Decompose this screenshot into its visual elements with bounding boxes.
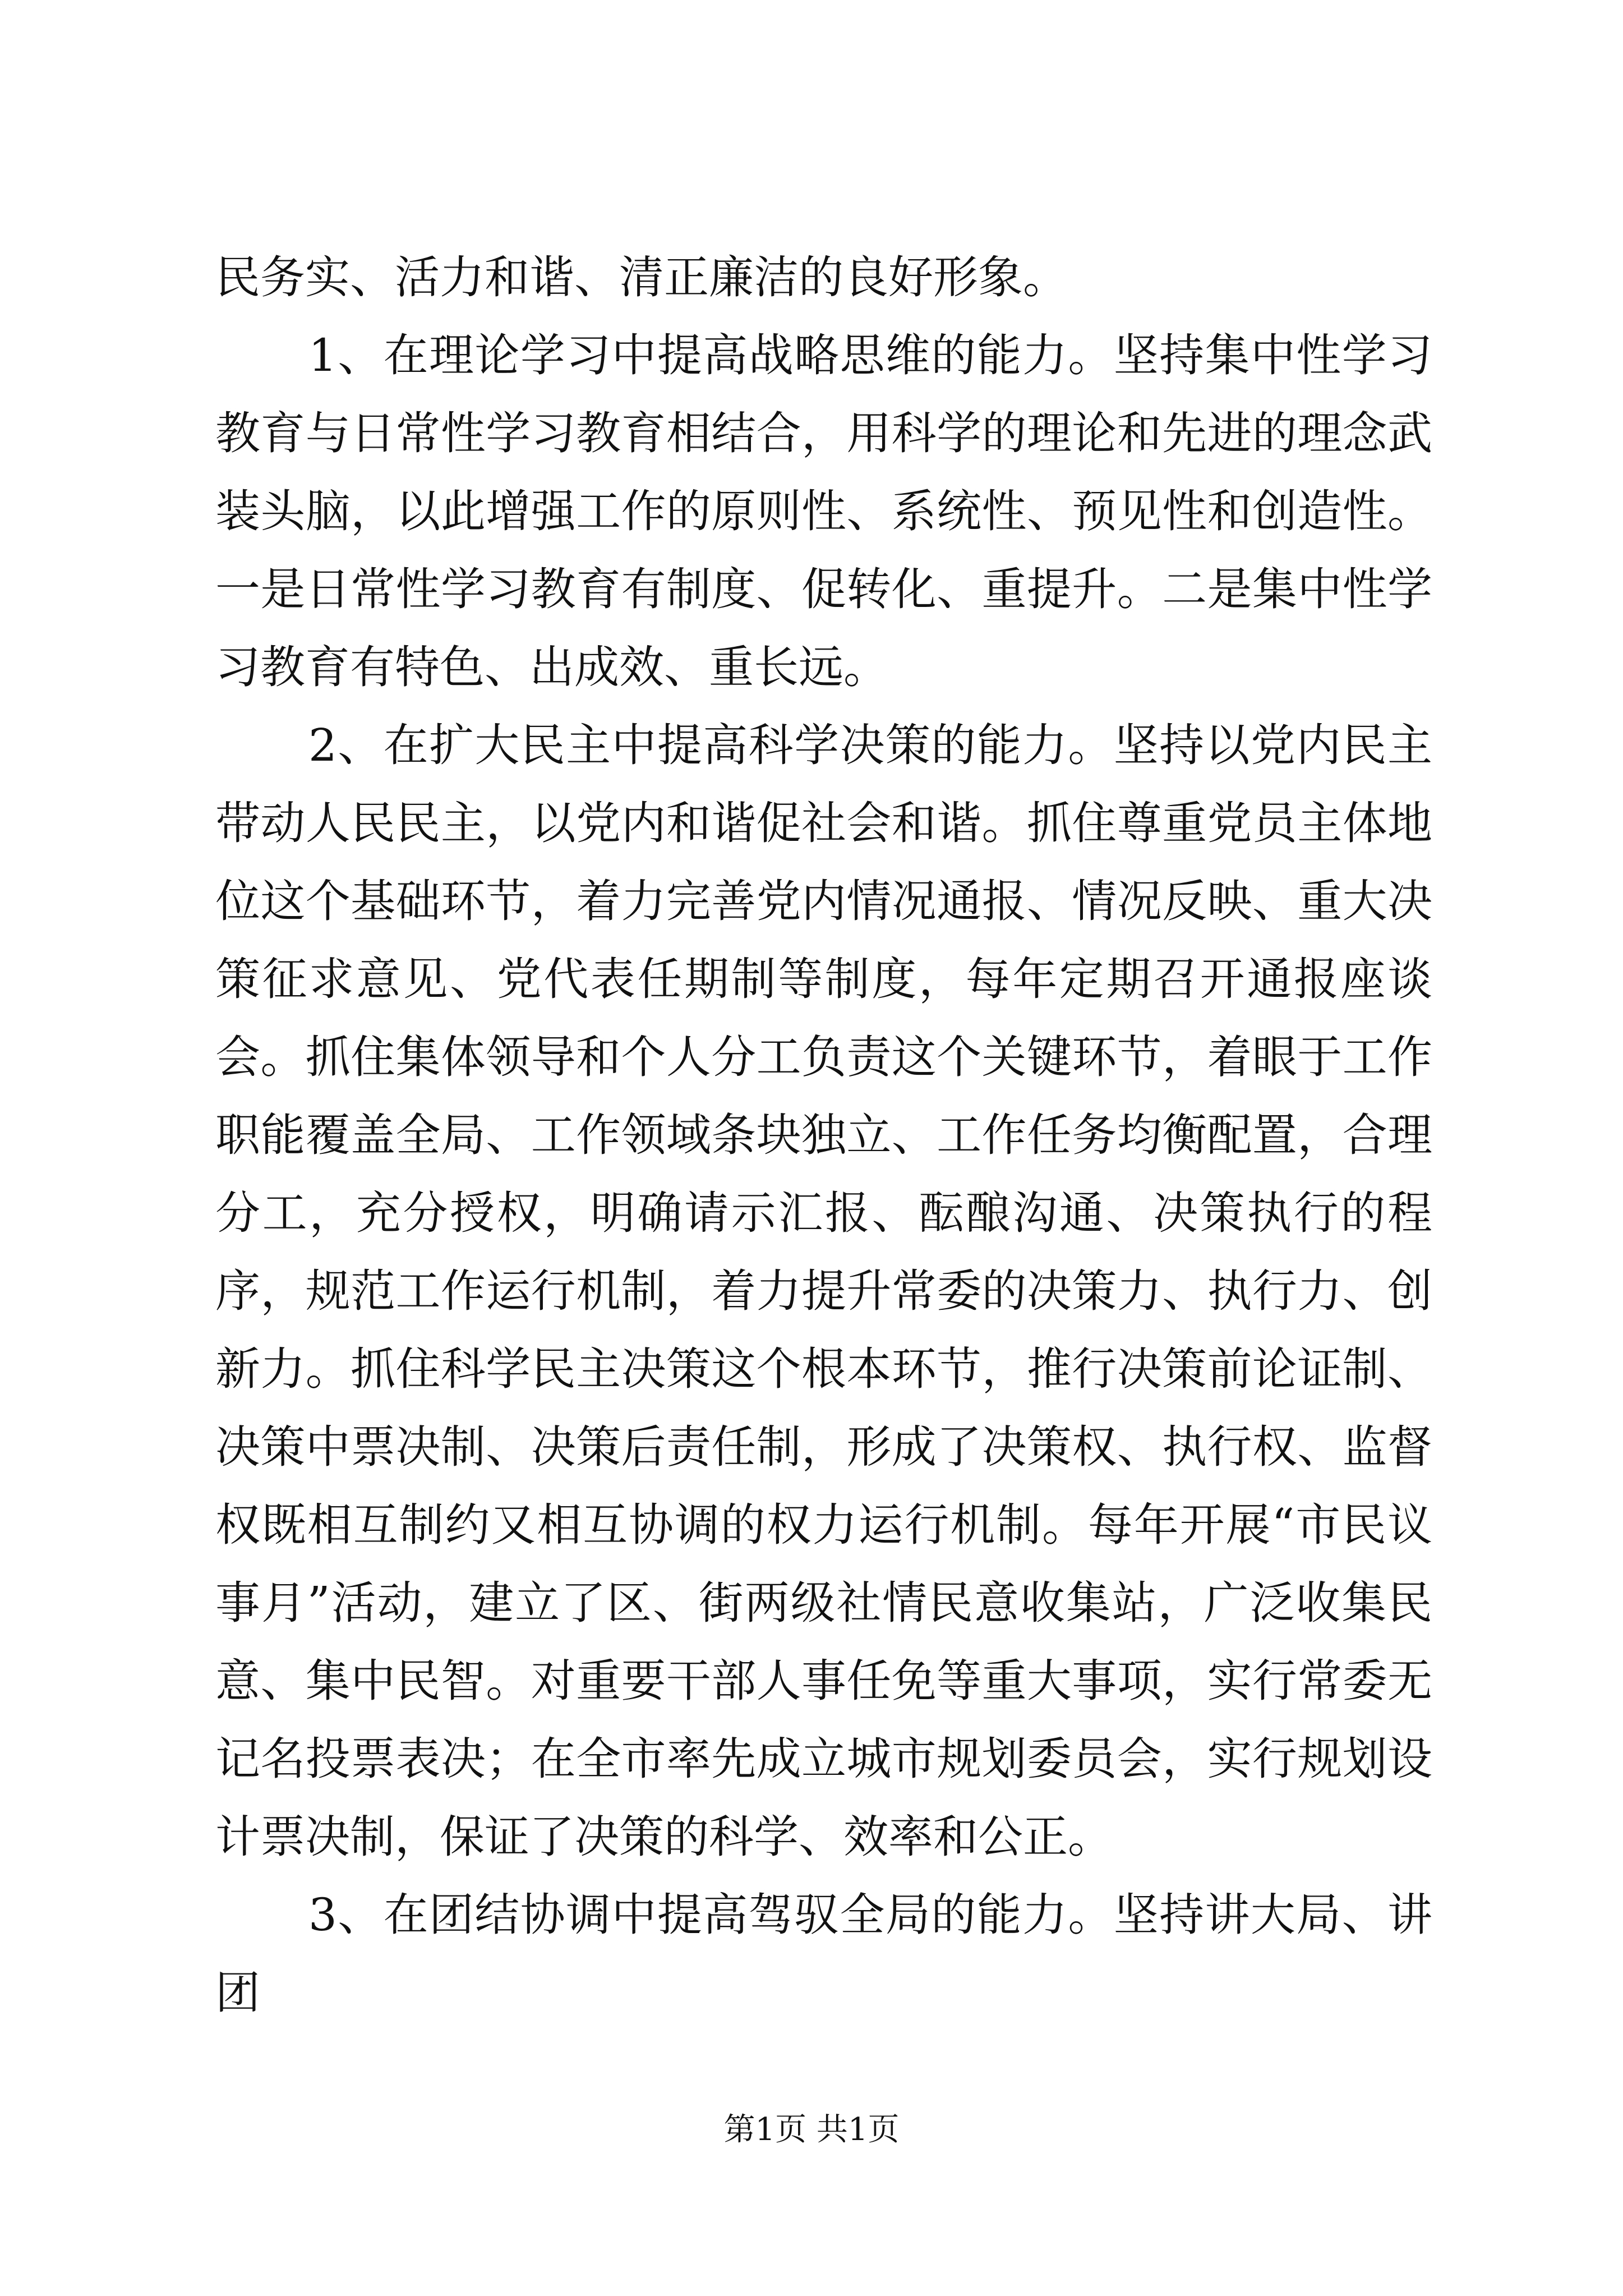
- paragraph-continuation: 民务实、活力和谐、清正廉洁的良好形象。: [215, 251, 1068, 303]
- paragraph-theory-study: 1、在理论学习中提高战略思维的能力。坚持集中性学习教育与日常性学习教育相结合，用科学的理论和先进的理念武装头脑，以此增强工作的原则性、系统性、预见性和创造性。一是日常性学习教育有制度、促转化、重提升。二是集中性学习教育有特色、出成效、重长远。: [215, 329, 1432, 693]
- paragraph-democracy-decision: 2、在扩大民主中提高科学决策的能力。坚持以党内民主带动人民民主，以党内和谐促社会和谐。抓住尊重党员主体地位这个基础环节，着力完善党内情况通报、情况反映、重大决策征求意见、党代表任期制等制度，每年定期召开通报座谈会。抓住集体领导和个人分工负责这个关键环节，着眼于工作职能覆盖全局、工作领域条块独立、工作任务均衡配置，合理分工，充分授权，明确请示汇报、酝酿沟通、决策执行的程序，规范工作运行机制，着力提升常委的决策力、执行力、创新力。抓住科学民主决策这个根本环节，推行决策前论证制、决策中票决制、决策后责任制，形成了决策权、执行权、监督权既相互制约又相互协调的权力运行机制。每年开展“市民议事月”活动，建立了区、街两级社情民意收集站，广泛收集民意、集中民智。对重要干部人事任免等重大事项，实行常委无记名投票表决；在全市率先成立城市规划委员会，实行规划设计票决制，保证了决策的科学、效率和公正。: [215, 719, 1432, 1863]
- page-footer: 第1页 共1页: [723, 2111, 900, 2148]
- document-body: [215, 238, 1432, 2032]
- paragraph-unity-coordination: 3、在团结协调中提高驾驭全局的能力。坚持讲大局、讲团: [215, 1889, 1432, 2019]
